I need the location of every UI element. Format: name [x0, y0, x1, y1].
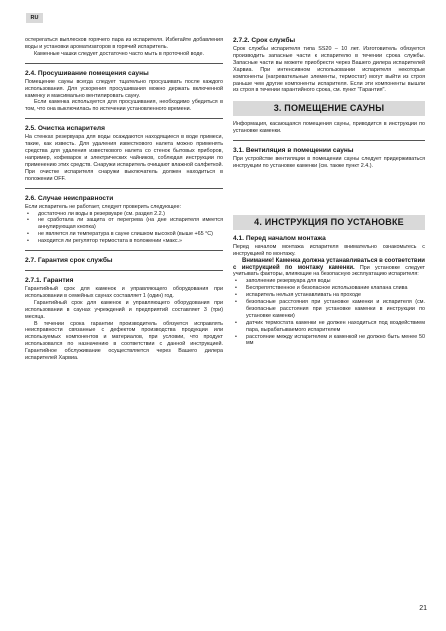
paragraph-2-6: Если испаритель не работает, следует проверить следующее:: [25, 203, 181, 210]
divider: [25, 250, 223, 251]
spacer: [233, 170, 425, 208]
divider: [25, 118, 223, 119]
section-4-band: 4. ИНСТРУКЦИЯ ПО УСТАНОВКЕ: [233, 215, 425, 230]
list-item: • находится ли регулятор термостата в положении «макс.»: [25, 238, 223, 245]
list-item: • испаритель нельзя устанавливать на проходе: [233, 292, 425, 299]
warning-text: Внимание! Каменка должна устанавливаться в соответствии с инструкцией по монтажу каменки.: [233, 257, 425, 271]
fault-list: [25, 211, 223, 246]
heading-2-7: 2.7. Гарантия срок службы: [25, 257, 113, 265]
list-item: • расстояние между испарителем и каменкой не должно быть менее 50 мм: [233, 334, 425, 348]
divider: [25, 63, 223, 64]
section-3-band: 3. ПОМЕЩЕНИЕ САУНЫ: [233, 101, 425, 116]
heading-2-5: 2.5. Очистка испарителя: [25, 125, 105, 133]
divider: [25, 270, 223, 271]
paragraph-2-7-1b: Гарантийный срок для каменок и управляющего оборудования при использовании в саунах учреждений и предприятий составляет 3 (три) месяца.: [25, 299, 223, 320]
heading-4-1: 4.1. Перед началом монтажа: [233, 234, 326, 242]
list-item: • безопасные расстояния при установке каменки и испарителя (см. безопасные расстояния при установке каменки в инструкции по установке каменки): [233, 299, 425, 320]
warning-tail: При установке следует учитывать факторы, влияющие на безопасную эксплуатацию испарителя:: [233, 264, 425, 278]
divider: [233, 140, 425, 141]
paragraph-2-4a: Помещение сауны всегда следует тщательно просушивать после каждого использования. Для ускорения просушивания можно держать включенной каменку и максимально вентилировать сауну.: [25, 78, 223, 99]
intro-paragraph-2: Каменные чашки следует достаточно часто мыть в проточной воде.: [34, 50, 204, 57]
language-badge: RU: [26, 13, 43, 23]
paragraph-2-7-1a: Гарантийный срок для каменок и управляющего оборудования при использовании в семейных саунах составляет 1 (один) год.: [25, 286, 223, 299]
paragraph-4-1: Перед началом монтажа испарителя внимательно ознакомьтесь с инструкцией по монтажу.: [233, 243, 425, 257]
right-column: [233, 37, 425, 347]
heading-3-1: 3.1. Вентиляция в помещении сауны: [233, 147, 354, 155]
heading-2-4: 2.4. Просушивание помещения сауны: [25, 69, 149, 77]
list-item: • заполнение резервуара для воды: [233, 278, 425, 285]
list-item: • датчик термостата каменки не должен находиться под воздействием пара, вырабатываемого испарителем: [233, 320, 425, 334]
factor-list: [233, 278, 425, 347]
paragraph-3-1: При устройстве вентиляции в помещении сауны следует придерживаться инструкции по установке каменки (см. также пункт 2.4.).: [233, 156, 425, 169]
heading-2-7-2: 2.7.2. Срок службы: [233, 37, 296, 44]
heading-2-6: 2.6. Случае неисправности: [25, 194, 114, 202]
paragraph-2-4b: Если каменка используется для просушивания, необходимо убедиться в том, что она выключилась по истечении установленного времени.: [25, 99, 223, 113]
paragraph-4-1-warning: [233, 258, 425, 279]
divider: [25, 188, 223, 189]
list-item: • Беспрепятственное и безопасное использование клапана слива: [233, 285, 425, 292]
heading-2-7-1: 2.7.1. Гарантия: [25, 277, 74, 285]
paragraph-2-5: На стенках резервуара для воды осаждаются находящиеся в воде примеси, такие, как известь. Для удаления известкового налета можно применять средства для удаления известкового налета со стенок бытовых приборов, например, кофеварок и электрических чайников, соблюдая инструкции по применению этих средств. Снаружи испаритель очищают влажной салфеткой. При очистке испарителя снаружи выключатель должен находиться в положении OFF.: [25, 134, 223, 182]
paragraph-3: Информация, касающаяся помещения сауны, приводится в инструкции по установке каменки.: [233, 121, 425, 135]
list-item: • не сработала ли защита от перегрева (на дне испарителя имеется аннулирующая кнопка): [25, 217, 223, 231]
paragraph-2-7-1c: В течении срока гарантии производитель обязуется исправлять неисправности связанные с дефектом производства продукции или используемых компонентов и материалов, при условии, что продукт использовался по назначению в соответствии с данной инструкцией. Гарантийное обслуживание осуществляется через Вашего дилера испарителей Харвиа.: [25, 320, 223, 362]
page-number: 21: [419, 605, 427, 612]
list-item: • не является ли температура в сауне слишком высокой (выше +65 °C): [25, 231, 223, 238]
paragraph-2-7-2: Срок службы испарителя типа SS20 – 10 лет. Изготовитель обязуется производить запасные части к испарителю в течении срока службы. Запасные части вы можете приобрести через Вашего дилера испарителей Харвиа. При интенсивном использовании испарителя некоторые компоненты (нагревательные элементы, термостат) могут выйти из строя раньше чем другие компоненты испарителя. Если эти компоненты вышли из строя в течении гарантийного срока, см. пункт "Гарантия".: [233, 46, 425, 94]
intro-paragraph: остерегаться выплесков горячего пара из испарителя. Избегайте добавления воды и установки ароматизаторов в горячий испаритель.: [25, 37, 223, 50]
list-item: • достаточно ли воды в резервуаре (см. раздел 2.2.): [25, 211, 223, 218]
left-column: [25, 37, 223, 362]
